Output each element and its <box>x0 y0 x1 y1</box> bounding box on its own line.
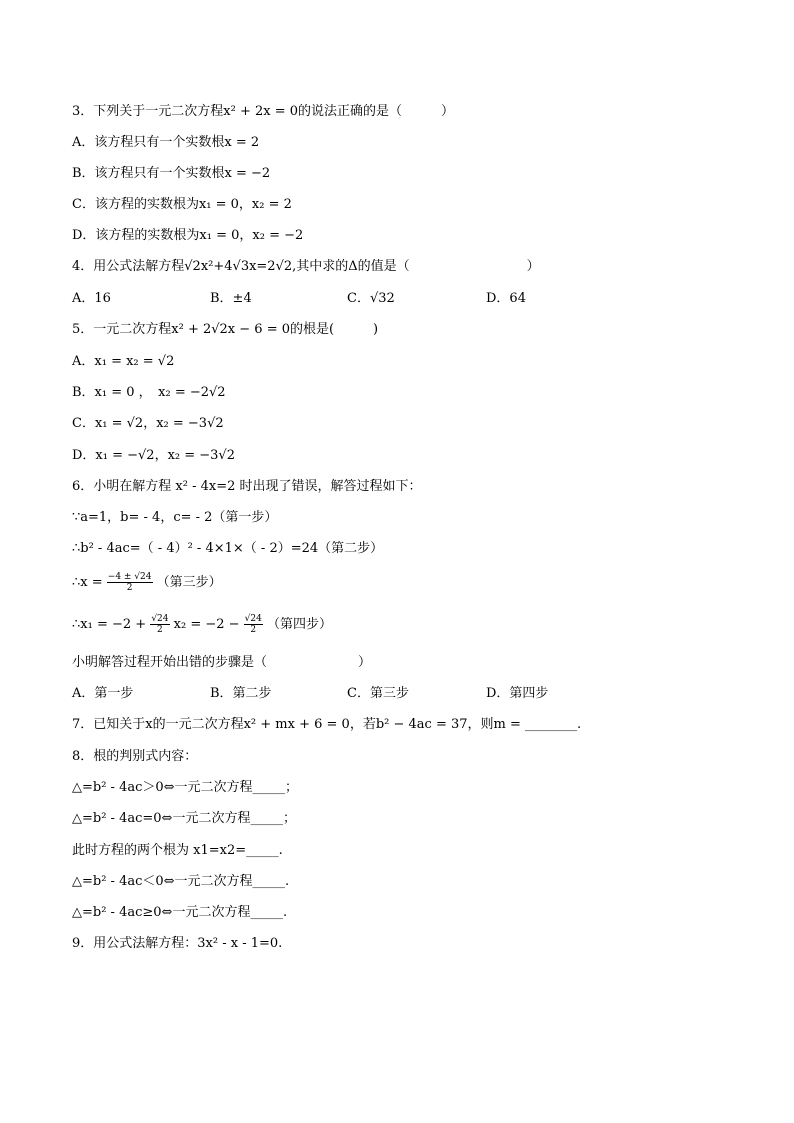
q6-step4-denominator-2: 2 <box>250 625 257 635</box>
q6-option-d: D．第四步 <box>486 686 549 701</box>
q6-step3-fraction <box>107 572 153 593</box>
q6-step1: ∵a=1，b= - 4，c= - 2（第一步） <box>72 510 278 525</box>
q5-option-d: D．x₁ = −√2，x₂ = −3√2 <box>72 448 235 463</box>
q5-option-a: A．x₁ = x₂ = √2 <box>72 354 175 369</box>
q3-stem: 3．下列关于一元二次方程x² + 2x = 0的说法正确的是（ ） <box>72 104 455 119</box>
q6-step3-suffix: （第三步） <box>156 575 222 590</box>
q6-option-c: C．第三步 <box>347 686 409 701</box>
q6-step4-middle: x₂ = −2 − <box>173 617 240 632</box>
q3-option-c: C．该方程的实数根为x₁ = 0，x₂ = 2 <box>72 197 292 212</box>
q7-stem: 7．已知关于x的一元二次方程x² + mx + 6 = 0，若b² − 4ac = 37，则m = ________. <box>72 717 582 732</box>
q5-option-b: B．x₁ = 0 ， x₂ = −2√2 <box>72 385 226 400</box>
q3-option-b: B．该方程只有一个实数根x = −2 <box>72 166 271 181</box>
q6-question: 小明解答过程开始出错的步骤是（ ） <box>72 655 372 670</box>
q4-option-c: C．√32 <box>347 291 395 306</box>
q6-step4-numerator-2: √24 <box>244 614 262 624</box>
q6-step4-fraction-1 <box>150 614 169 635</box>
q6-option-b: B．第二步 <box>210 686 272 701</box>
q6-step4-prefix: ∴x₁ = −2 + <box>72 617 147 632</box>
q4-option-a: A．16 <box>72 291 111 306</box>
q8-line-5: △=b² - 4ac≥0⇔一元二次方程_____. <box>72 905 288 920</box>
q6-step3 <box>72 572 222 593</box>
q8-line-1: △=b² - 4ac＞0⇔一元二次方程_____； <box>72 780 299 795</box>
q3-option-d: D．该方程的实数根为x₁ = 0，x₂ = −2 <box>72 228 304 243</box>
q8-line-2: △=b² - 4ac=0⇔一元二次方程_____； <box>72 811 296 826</box>
q6-step4-fraction-2 <box>244 614 263 635</box>
q9-stem: 9．用公式法解方程：3x² - x - 1=0. <box>72 936 283 951</box>
q5-stem: 5．一元二次方程x² + 2√2x − 6 = 0的根是( ) <box>72 322 379 337</box>
q4-option-d: D．64 <box>486 291 526 306</box>
q4-stem: 4．用公式法解方程√2x²+4√3x=2√2,其中求的Δ的值是（ ） <box>72 259 540 274</box>
q4-option-b: B．±4 <box>210 291 252 306</box>
q6-step4-suffix: （第四步） <box>267 617 333 632</box>
q6-step3-prefix: ∴x = <box>72 575 103 590</box>
q6-step4-numerator-1: √24 <box>151 614 169 624</box>
q5-option-c: C．x₁ = √2，x₂ = −3√2 <box>72 416 224 431</box>
q6-step2: ∴b² - 4ac=（ - 4）² - 4×1×（ - 2）=24（第二步） <box>72 541 384 556</box>
q6-stem: 6．小明在解方程 x² - 4x=2 时出现了错误，解答过程如下： <box>72 479 422 494</box>
q6-option-a: A．第一步 <box>72 686 134 701</box>
q6-step4 <box>72 614 332 635</box>
q8-line-3: 此时方程的两个根为 x1=x2=_____. <box>72 843 283 858</box>
q6-step3-denominator: 2 <box>126 583 133 593</box>
q8-line-4: △=b² - 4ac＜0⇔一元二次方程_____. <box>72 874 290 889</box>
q3-option-a: A．该方程只有一个实数根x = 2 <box>72 135 260 150</box>
q6-step3-numerator: −4 ± √24 <box>107 572 152 582</box>
q6-step4-denominator-1: 2 <box>157 625 163 635</box>
q8-stem: 8．根的判别式内容： <box>72 749 198 764</box>
